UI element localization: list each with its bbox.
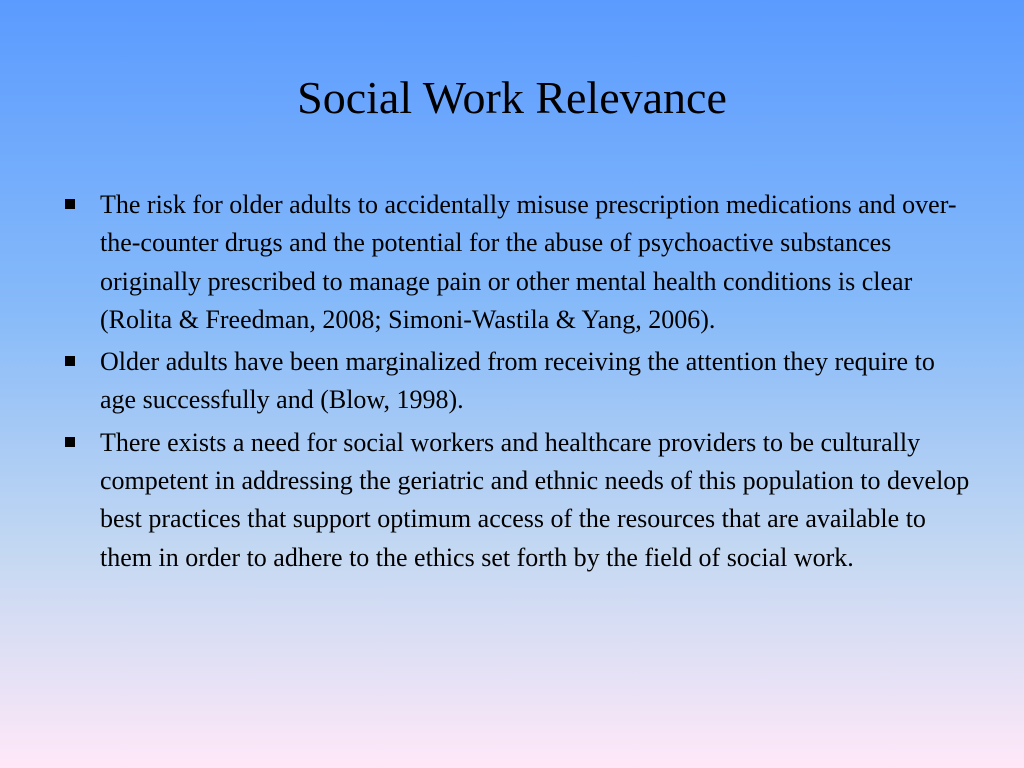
bullet-text: There exists a need for social workers and healthcare providers to be culturally competent in addressing the geriatric and ethnic needs of this population to develop best practices that support optimum access of the resources that are available to them in order to adhere to the ethics set forth by the field of social work. (100, 427, 970, 572)
slide-title: Social Work Relevance (297, 72, 727, 123)
square-bullet-icon (65, 199, 75, 209)
bullet-item (60, 186, 972, 339)
bullet-item (60, 343, 972, 420)
bullet-text: The risk for older adults to accidentally misuse prescription medications and over-the-counter drugs and the potential for the abuse of psychoactive substances originally prescribed to manage pain or other mental health conditions is clear (Rolita & Freedman, 2008; Simoni-Wastila & Yang, 2006). (100, 190, 957, 334)
square-bullet-icon (65, 437, 75, 447)
bullet-text: Older adults have been marginalized from receiving the attention they require to age successfully and (Blow, 1998). (100, 347, 935, 415)
bullet-item (60, 424, 972, 577)
bullet-list (60, 186, 972, 581)
square-bullet-icon (65, 356, 75, 366)
